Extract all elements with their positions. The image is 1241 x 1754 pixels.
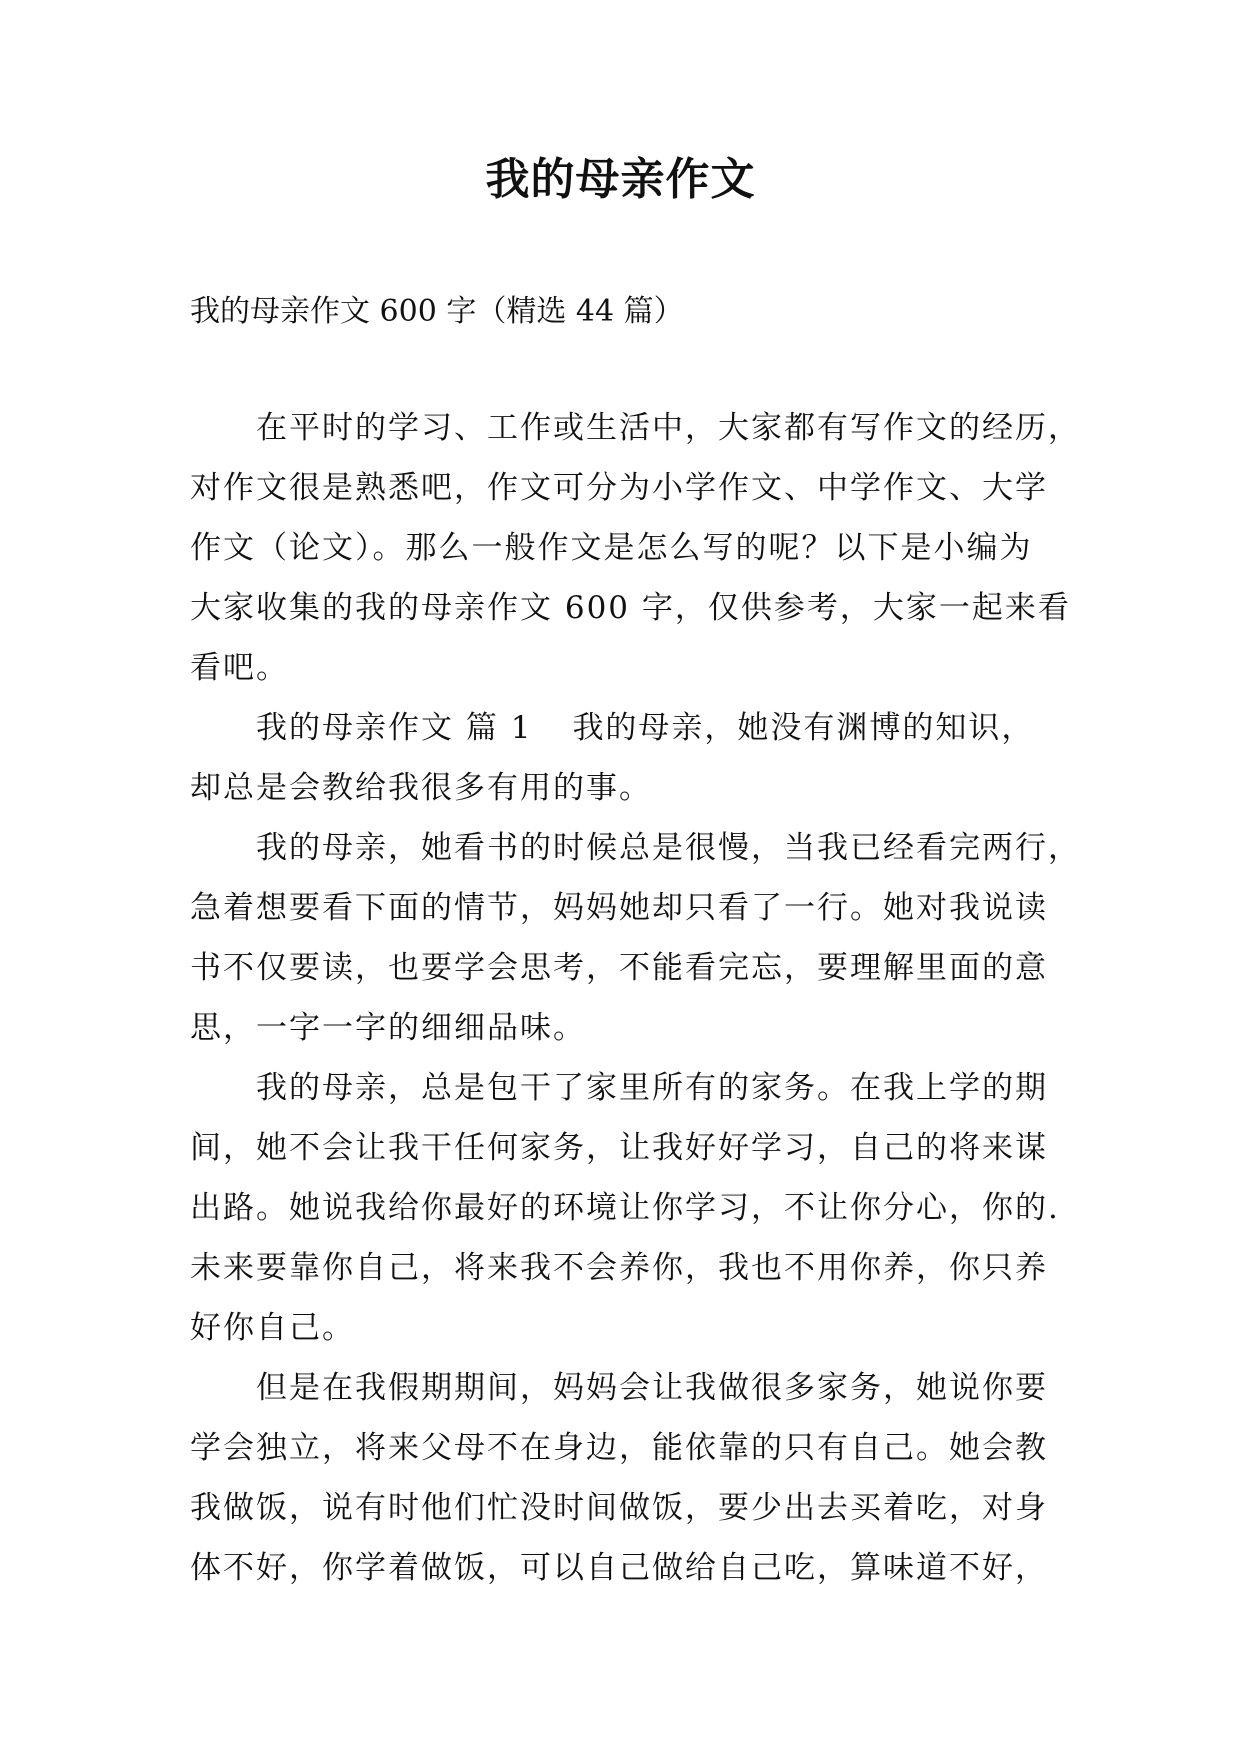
text-line: 大家收集的我的母亲作文 600 字，仅供参考，大家一起来看 xyxy=(190,590,1071,626)
text-line: 在平时的学习、工作或生活中，大家都有写作文的经历， xyxy=(256,410,1081,446)
text-line: 急着想要看下面的情节，妈妈她却只看了一行。她对我说读 xyxy=(190,890,1048,926)
text-line: 体不好，你学着做饭，可以自己做给自己吃，算味道不好， xyxy=(190,1550,1048,1586)
text-line: 出路。她说我给你最好的环境让你学习，不让你分心，你的. xyxy=(190,1190,1060,1226)
paragraph xyxy=(190,1058,1060,1358)
section-heading: 我的母亲作文 篇 1 xyxy=(256,710,533,746)
document-subtitle: 我的母亲作文 600 字（精选 44 篇） xyxy=(190,294,684,329)
text-line: 书不仅要读，也要学会思考，不能看完忘，要理解里面的意 xyxy=(190,950,1048,986)
paragraph xyxy=(190,1358,1060,1598)
text-line xyxy=(190,698,1060,758)
paragraph xyxy=(190,398,1081,698)
text-segment: 我的母亲，她没有渊博的知识， xyxy=(572,710,1035,746)
text-line: 看吧。 xyxy=(190,650,289,686)
text-line: 对作文很是熟悉吧，作文可分为小学作文、中学作文、大学 xyxy=(190,470,1048,506)
text-line: 思，一字一字的细细品味。 xyxy=(190,1010,586,1046)
text-line: 间，她不会让我干任何家务，让我好好学习，自己的将来谋 xyxy=(190,1130,1048,1166)
paragraph xyxy=(190,698,1060,818)
paragraph xyxy=(190,818,1081,1058)
document-body xyxy=(190,398,1081,1598)
text-line: 学会独立，将来父母不在身边，能依靠的只有自己。她会教 xyxy=(190,1430,1048,1466)
text-line: 却总是会教给我很多有用的事。 xyxy=(190,770,652,806)
text-line: 我的母亲，她看书的时候总是很慢，当我已经看完两行， xyxy=(256,830,1081,866)
text-line: 我做饭，说有时他们忙没时间做饭，要少出去买着吃，对身 xyxy=(190,1490,1048,1526)
text-line: 我的母亲，总是包干了家里所有的家务。在我上学的期 xyxy=(256,1070,1048,1106)
text-line: 未来要靠你自己，将来我不会养你，我也不用你养，你只养 xyxy=(190,1250,1048,1286)
text-line: 作文（论文）。那么一般作文是怎么写的呢？以下是小编为 xyxy=(190,530,1033,566)
text-line: 好你自己。 xyxy=(190,1310,355,1346)
page-title: 我的母亲作文 xyxy=(485,154,756,205)
text-line: 但是在我假期期间，妈妈会让我做很多家务，她说你要 xyxy=(256,1370,1048,1406)
